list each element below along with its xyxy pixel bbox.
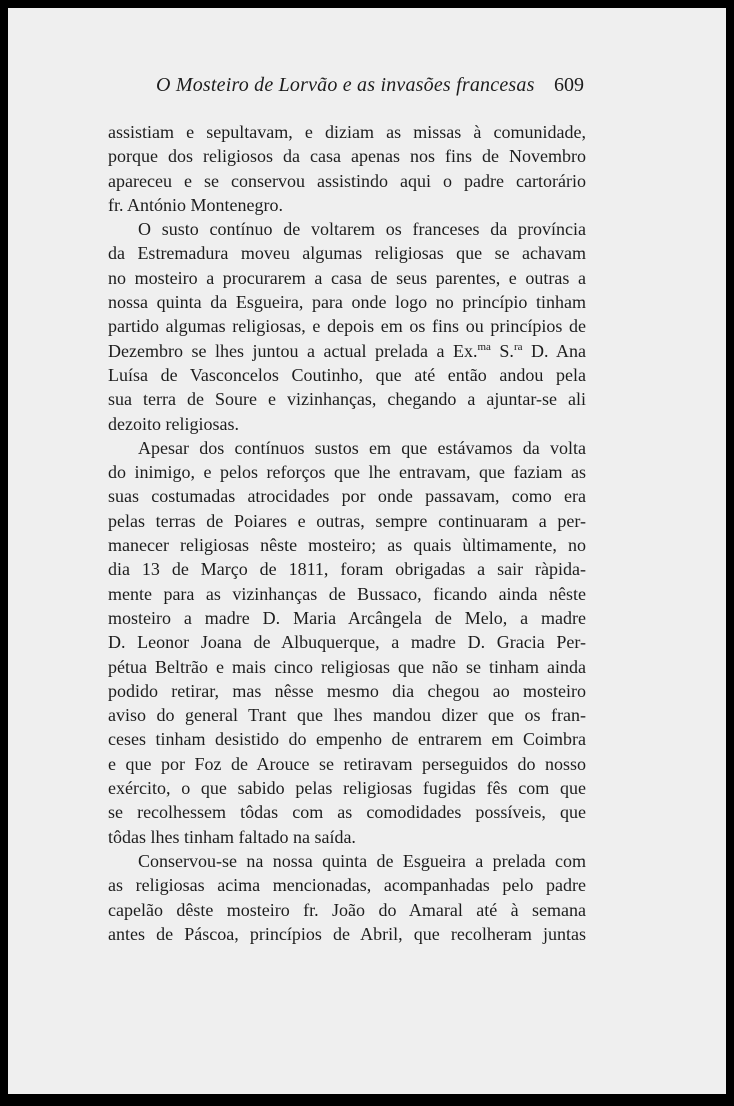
text-line: Conservou-se na nossa quinta de Esgueira a prelada com (138, 850, 586, 871)
text-line: do inimigo, e pelos reforços que lhe entravam, que faziam as (108, 462, 586, 483)
paragraph (108, 217, 586, 436)
text-line: as religiosas acima mencionadas, acompanhadas pelo padre (108, 875, 586, 896)
text-line: pelas terras de Poiares e outras, sempre continuaram a per- (108, 510, 586, 531)
text-fragment: Dezembro se lhes juntou a actual prelada a Ex. (108, 340, 478, 361)
text-line: porque dos religiosos da casa apenas nos fins de Novembro (108, 146, 586, 167)
text-line: da Estremadura moveu algumas religiosas que se achavam (108, 243, 586, 264)
running-title: O Mosteiro de Lorvão e as invasões francesas (156, 74, 535, 96)
text-line: mosteiro a madre D. Maria Arcângela de Melo, a madre (108, 607, 586, 628)
superscript: ma (477, 340, 491, 353)
text-line: suas costumadas atrocidades por onde passavam, como era (108, 486, 586, 507)
text-line: aviso do general Trant que lhes mandou dizer que os fran- (108, 705, 586, 726)
text-line: antes de Páscoa, princípios de Abril, que recolheram juntas (108, 923, 586, 944)
text-line: manecer religiosas nêste mosteiro; as quais ùltimamente, no (108, 535, 586, 556)
text-line: dezoito religiosas. (108, 413, 239, 434)
text-line: pétua Beltrão e mais cinco religiosas que não se tinham ainda (108, 656, 586, 677)
paragraph (108, 436, 586, 849)
paragraph (108, 849, 586, 946)
text-line: assistiam e sepultavam, e diziam as missas à comunidade, (108, 122, 586, 142)
text-line: e que por Foz de Arouce se retiravam perseguidos do nosso (108, 753, 586, 774)
text-line: tôdas lhes tinham faltado na saída. (108, 826, 356, 847)
text-line: apareceu e se conservou assistindo aqui o padre cartorário (108, 170, 586, 191)
superscript: ra (513, 340, 523, 353)
text-line: Luísa de Vasconcelos Coutinho, que até então andou pela (108, 364, 586, 385)
text-line: ceses tinham desistido do empenho de entrarem em Coimbra (108, 729, 586, 750)
text-line: partido algumas religiosas, e depois em os fins ou princípios de (108, 316, 586, 337)
text-fragment: D. Ana (522, 340, 587, 361)
paragraph (108, 120, 586, 217)
text-line: podido retirar, mas nêsse mesmo dia chegou ao mosteiro (108, 680, 586, 701)
text-fragment: S. (490, 340, 514, 361)
text-line-with-superscripts (108, 339, 586, 363)
text-line: exército, o que sabido pelas religiosas fugidas fês com que (108, 778, 586, 799)
book-page (8, 8, 726, 1094)
text-line: Apesar dos contínuos sustos em que estávamos da volta (138, 437, 586, 458)
text-line: dia 13 de Março de 1811, foram obrigadas a sair ràpida- (108, 559, 586, 580)
body-text (108, 120, 586, 946)
text-line: fr. António Montenegro. (108, 194, 283, 215)
text-line: mente para as vizinhanças de Bussaco, ficando ainda nêste (108, 583, 586, 604)
text-line: sua terra de Soure e vizinhanças, chegando a ajuntar-se ali (108, 389, 586, 410)
text-line: se recolhessem tôdas com as comodidades possíveis, que (108, 802, 586, 823)
text-line: nossa quinta da Esgueira, para onde logo no princípio tinham (108, 292, 586, 313)
page-header (108, 74, 590, 104)
text-line: no mosteiro a procurarem a casa de seus parentes, e outras a (108, 267, 586, 288)
page-number: 609 (554, 74, 584, 96)
text-line: O susto contínuo de voltarem os franceses da província (138, 219, 586, 240)
text-line: capelão dêste mosteiro fr. João do Amaral até à semana (108, 899, 586, 920)
text-line: D. Leonor Joana de Albuquerque, a madre D. Gracia Per- (108, 632, 586, 653)
